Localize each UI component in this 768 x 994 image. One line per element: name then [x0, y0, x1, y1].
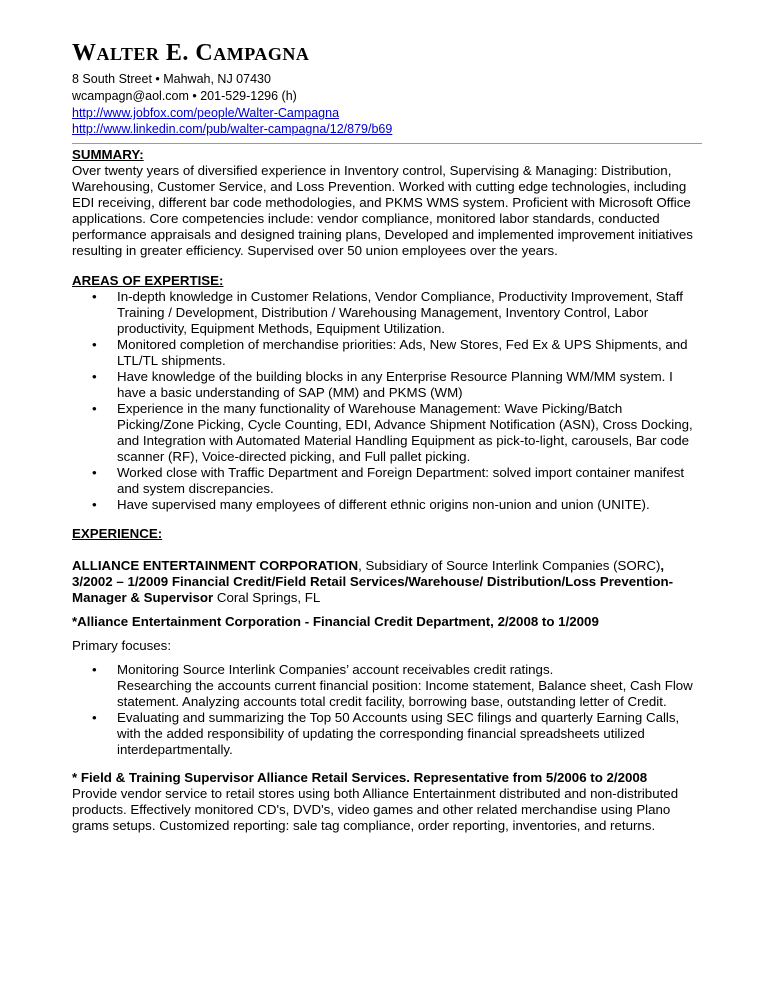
list-item: • Evaluating and summarizing the Top 50 Accounts using SEC filings and quarterly Earning Calls, with the added responsibility of updating the corresponding financial spreadsheets utilized interdepartmentally. [92, 710, 680, 757]
role-title: 3/2002 – 1/2009 Financial Credit/Field Retail Services/Warehouse/ Distribution/Loss Prevention- Manager & Supervisor [72, 574, 674, 605]
list-item: • Monitored completion of merchandise priorities: Ads, New Stores, Fed Ex & UPS Shipments, and LTL/TL shipments. [92, 337, 688, 368]
list-item: • In-depth knowledge in Customer Relations, Vendor Compliance, Productivity Improvement, Staff Training / Development, Distribution / Warehousing Management, Inventory Control, Labor productivity, Equipment Methods, Equipment Utilization. [92, 289, 683, 336]
resume-page [72, 38, 702, 834]
subsection-title-field: * Field & Training Supervisor Alliance Retail Services. Representative from 5/2006 to 2/2008 [72, 770, 648, 785]
expertise-heading: AREAS OF EXPERTISE: [72, 273, 224, 288]
summary-heading: SUMMARY: [72, 147, 144, 162]
list-item: • Have knowledge of the building blocks in any Enterprise Resource Planning WM/MM system. I have a basic understanding of SAP (MM) and PKMS (WM) [92, 369, 673, 400]
list-item: • Worked close with Traffic Department and Foreign Department: solved import container manifest and system discrepancies. [92, 465, 685, 496]
bullet-icon: • [92, 662, 97, 677]
role-location: Coral Springs, FL [213, 590, 321, 605]
list-item: • Experience in the many functionality of Warehouse Management: Wave Picking/Batch Picking/Zone Picking, Cycle Counting, EDI, Advance Shipment Notification (ASN), Cross Docking, and Integration with Automated Material Handling Equipment as pick-to-light, carousels, Bar code scanner (RF), Voice-directed picking, and Full pallet picking. [92, 401, 693, 464]
jobfox-link[interactable]: http://www.jobfox.com/people/Walter-Campagna [72, 106, 340, 120]
subsection-title-credit: *Alliance Entertainment Corporation - Financial Credit Department, 2/2008 to 1/2009 [72, 614, 599, 629]
contact-email-phone: wcampagn@aol.com • 201-529-1296 (h) [72, 89, 297, 103]
bullet-icon: • [92, 289, 97, 304]
experience-heading: EXPERIENCE: [72, 526, 163, 541]
credit-duties-list [72, 662, 702, 758]
primary-focuses-label: Primary focuses: [72, 638, 172, 653]
bullet-icon: • [92, 369, 97, 384]
company-line: ALLIANCE ENTERTAINMENT CORPORATION, Subsidiary of Source Interlink Companies (SORC), 3/2002 – 1/2009 Financial Credit/Field Retail Services/Warehouse/ Distribution/Loss Prevention- Manager & Supervisor Coral Springs, FL [72, 558, 674, 605]
bullet-icon: • [92, 337, 97, 352]
summary-text: Over twenty years of diversified experience in Inventory control, Supervising & Managing: Distribution, Warehousing, Customer Service, and Loss Prevention. Worked with cutting edge technologies, including EDI receiving, different bar code methodologies, and PKMS WMS system. Proficient with Microsoft Office applications. Core competencies include: vendor compliance, monitored labor standards, conducted performance appraisals and designed training plans, Developed and implemented improvement initiatives resulting in greater efficiency. Supervised over 50 union employees over the years. [72, 163, 693, 258]
bullet-icon: • [92, 497, 97, 512]
list-item: • Have supervised many employees of different ethnic origins non-union and union (UNITE). [92, 497, 650, 512]
field-supervisor-text: Provide vendor service to retail stores using both Alliance Entertainment distributed and non-distributed products. Effectively monitored CD's, DVD's, video games and other related merchandise using Plano grams setups. Customized reporting: sale tag compliance, order reporting, inventories, and returns. [72, 786, 679, 833]
bullet-icon: • [92, 401, 97, 416]
resume-name: WALTER E. CAMPAGNA [72, 40, 310, 66]
list-item: • Monitoring Source Interlink Companies’ account receivables credit ratings. Researching the accounts current financial position: Income statement, Balance sheet, Cash Flow statement. Analyzing accounts total credit facility, borrowing base, outstanding letter of Credit. [92, 662, 693, 709]
expertise-list [72, 289, 702, 513]
bullet-icon: • [92, 465, 97, 480]
contact-address: 8 South Street • Mahwah, NJ 07430 [72, 72, 271, 86]
header-divider [72, 143, 702, 144]
bullet-icon: • [92, 710, 97, 725]
company-name: ALLIANCE ENTERTAINMENT CORPORATION [72, 558, 359, 573]
linkedin-link[interactable]: http://www.linkedin.com/pub/walter-campagna/12/879/b69 [72, 122, 393, 136]
